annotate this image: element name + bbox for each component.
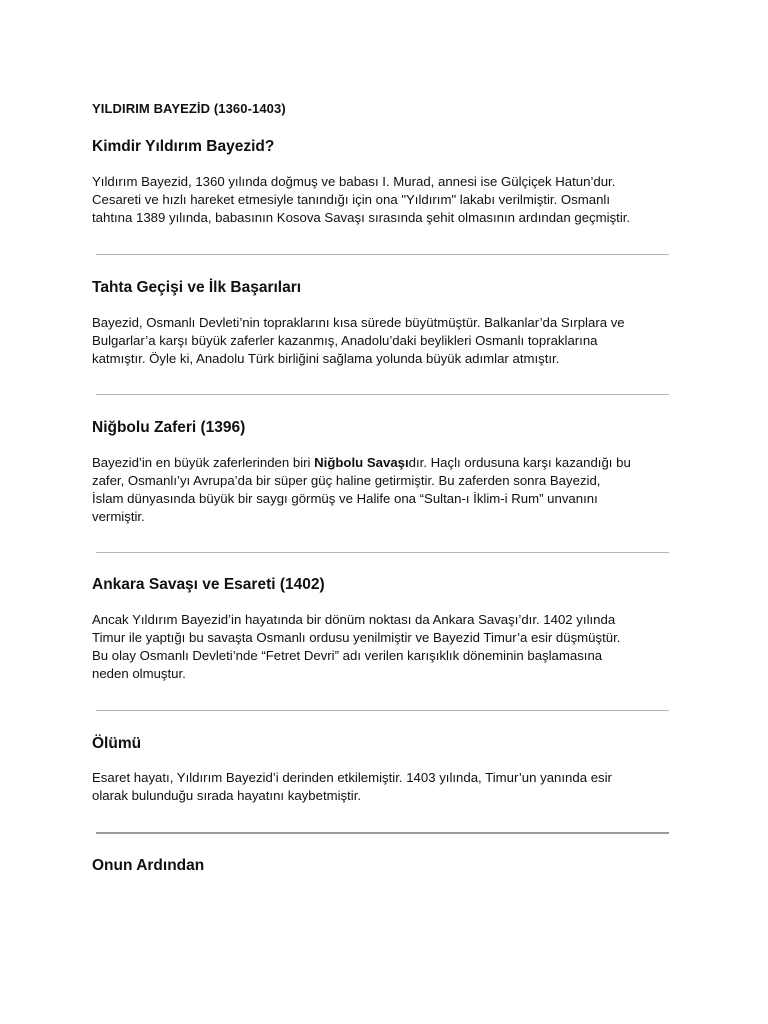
section-divider	[96, 552, 669, 553]
paragraph-line: Esaret hayatı, Yıldırım Bayezid’i derinden etkilemiştir. 1403 yılında, Timur’un yanında esir	[92, 770, 612, 785]
paragraph-line: katmıştır. Öyle ki, Anadolu Türk birliğini sağlama yolunda büyük adımlar atmıştır.	[92, 351, 560, 366]
section-divider	[96, 394, 669, 395]
paragraph-line: neden olmuştur.	[92, 666, 186, 681]
paragraph-line: Ancak Yıldırım Bayezid’in hayatında bir dönüm noktası da Ankara Savaşı’dır. 1402 yılında	[92, 612, 616, 627]
section-heading-nigbolu: Niğbolu Zaferi (1396)	[92, 419, 246, 436]
paragraph-line: Bu olay Osmanlı Devleti’nde “Fetret Devri” adı verilen karışıklık döneminin başlamasına	[92, 648, 603, 663]
section-heading-onun-ardindan: Onun Ardından	[92, 857, 205, 874]
paragraph-line: Cesareti ve hızlı hareket etmesiyle tanındığı için ona "Yıldırım" lakabı verilmiştir. Osmanlı	[92, 192, 611, 207]
document-title: YILDIRIM BAYEZİD (1360-1403)	[92, 101, 286, 116]
section-heading-kimdir: Kimdir Yıldırım Bayezid?	[92, 138, 275, 155]
section-heading-tahta-gecisi: Tahta Geçişi ve İlk Başarıları	[92, 279, 302, 296]
paragraph-line: İslam dünyasında büyük bir saygı görmüş ve Halife ona “Sultan-ı İklim-i Rum” unvanını	[92, 491, 598, 506]
section-paragraph-nigbolu	[92, 454, 682, 526]
paragraph-line	[92, 454, 682, 472]
bold-text-nigbolu-savasi: Niğbolu Savaşı	[314, 455, 409, 470]
section-heading-ankara-savasi: Ankara Savaşı ve Esareti (1402)	[92, 576, 325, 593]
section-divider	[96, 832, 669, 834]
section-paragraph-ankara-savasi	[92, 611, 682, 683]
paragraph-line: tahtına 1389 yılında, babasının Kosova Savaşı sırasında şehit olmasının ardından geçmiştir.	[92, 210, 631, 225]
paragraph-line: olarak bulunduğu sırada hayatını kaybetmiştir.	[92, 788, 362, 803]
text-run: dır. Haçlı ordusuna karşı kazandığı bu	[408, 455, 631, 470]
section-divider	[96, 710, 669, 711]
paragraph-line: zafer, Osmanlı’yı Avrupa’da bir süper güç haline getirmiştir. Bu zaferden sonra Bayezid,	[92, 473, 601, 488]
paragraph-line: Yıldırım Bayezid, 1360 yılında doğmuş ve babası I. Murad, annesi ise Gülçiçek Hatun’dur.	[92, 174, 616, 189]
section-paragraph-kimdir	[92, 173, 682, 227]
section-heading-olumu: Ölümü	[92, 735, 142, 752]
paragraph-line: Bulgarlar’a karşı büyük zaferler kazanmış, Anadolu’daki beylikleri Osmanlı topraklarına	[92, 333, 598, 348]
section-paragraph-olumu	[92, 769, 682, 805]
text-run: Bayezid’in en büyük zaferlerinden biri	[92, 455, 315, 470]
paragraph-line: vermiştir.	[92, 509, 145, 524]
section-paragraph-tahta-gecisi	[92, 314, 682, 368]
section-divider	[96, 254, 669, 255]
paragraph-line: Timur ile yaptığı bu savaşta Osmanlı ordusu yenilmiştir ve Bayezid Timur’a esir düşmüştür.	[92, 630, 621, 645]
paragraph-line: Bayezid, Osmanlı Devleti’nin topraklarını kısa sürede büyütmüştür. Balkanlar’da Sırplara ve	[92, 315, 625, 330]
